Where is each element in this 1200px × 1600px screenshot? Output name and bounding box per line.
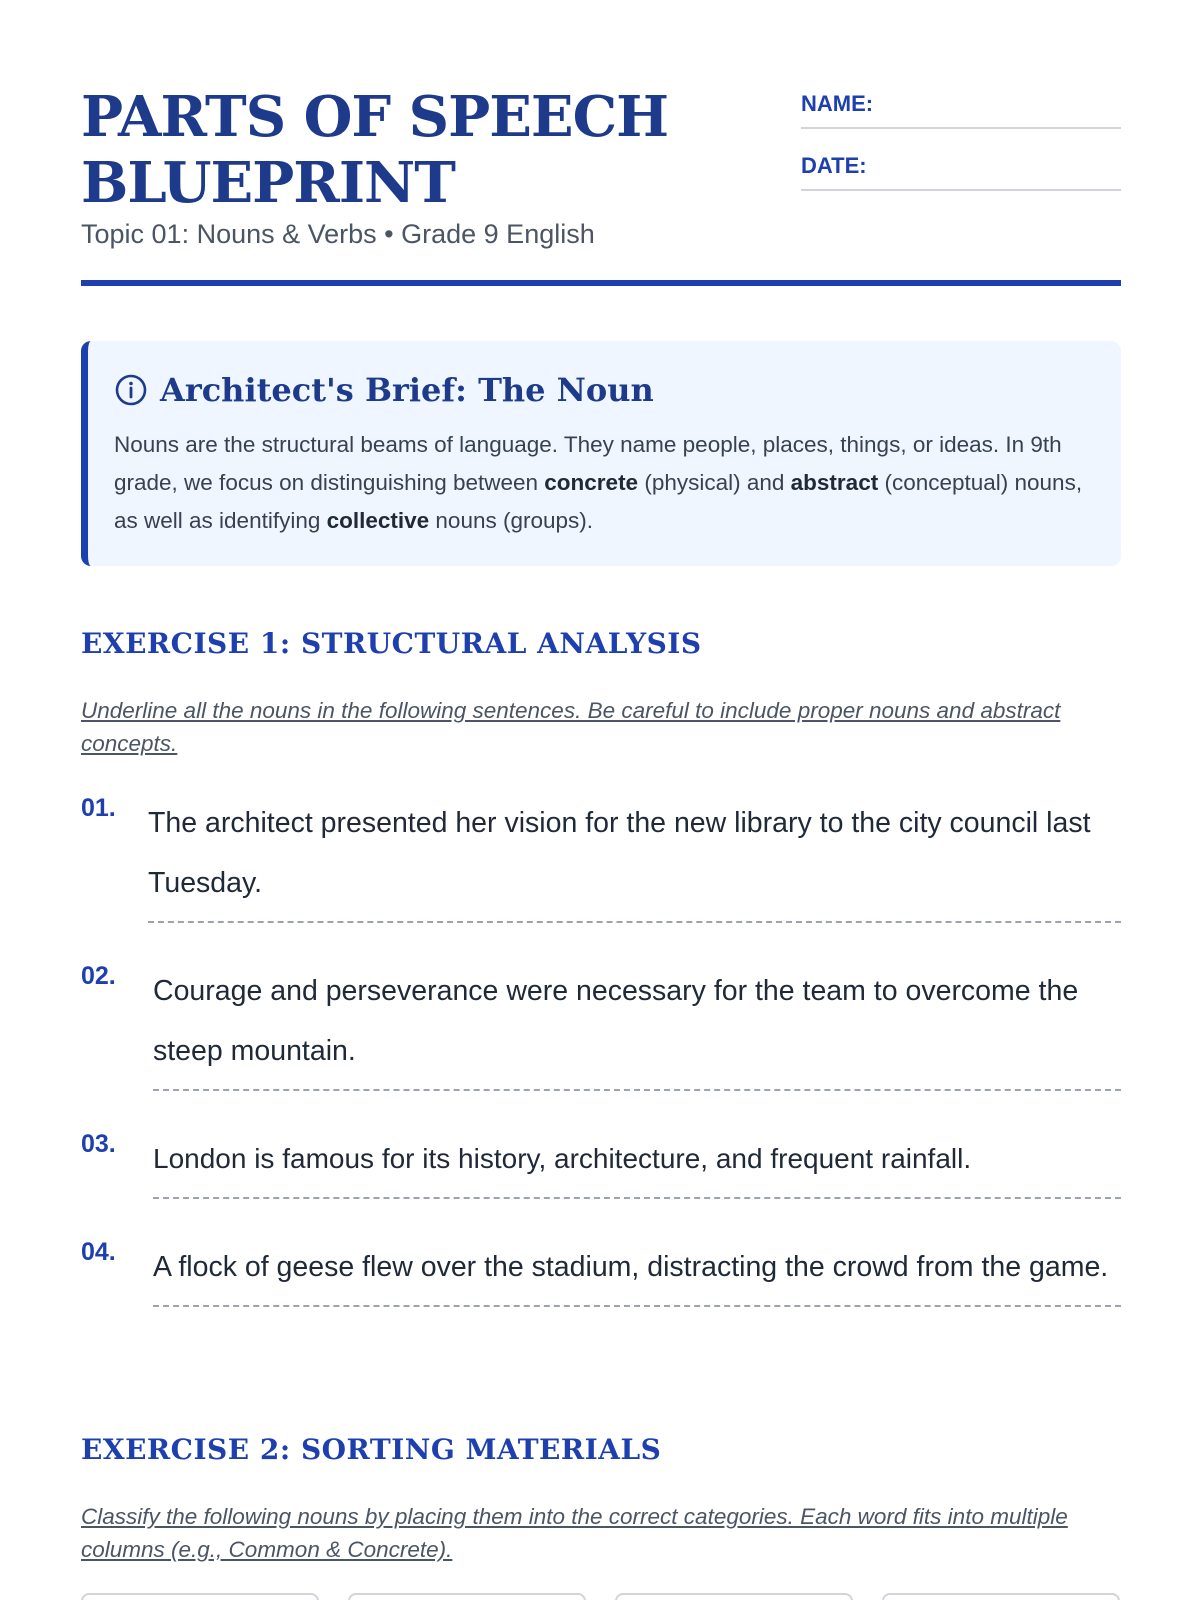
brief-text-part-4: nouns (groups).	[429, 508, 594, 533]
header-divider	[81, 280, 1121, 286]
brief-text-part-3: (conceptual) nouns, as well as identifying	[114, 470, 1083, 533]
brief-bold-concrete: concrete	[544, 470, 639, 495]
page-subtitle: Topic 01: Nouns & Verbs • Grade 9 English	[81, 219, 595, 249]
brief-title: Architect's Brief: The Noun	[160, 371, 654, 409]
worksheet-page	[81, 0, 1121, 1600]
brief-text-part-2: (physical) and	[638, 470, 791, 495]
question-number: 04.	[81, 1238, 116, 1266]
question-sentence[interactable]: Courage and perseverance were necessary for the team to overcome the steep mountain.	[153, 961, 1121, 1091]
sorting-column[interactable]	[81, 1593, 319, 1600]
student-info	[801, 87, 1121, 211]
page-title	[81, 84, 721, 216]
info-icon	[114, 373, 148, 407]
sorting-column[interactable]	[615, 1593, 853, 1600]
brief-text-part-1: Nouns are the structural beams of language. They name people, places, things, or ideas. In 9th grade, we focus on distinguishing between	[114, 432, 1062, 495]
question-number: 03.	[81, 1130, 116, 1158]
worksheet-header	[81, 84, 1121, 284]
brief-header	[114, 371, 654, 409]
brief-text	[114, 426, 1099, 540]
question-sentence[interactable]: A flock of geese flew over the stadium, distracting the crowd from the game.	[153, 1237, 1121, 1307]
brief-bold-abstract: abstract	[790, 470, 879, 495]
brief-bold-collective: collective	[326, 508, 430, 533]
exercise-1-heading: EXERCISE 1: STRUCTURAL ANALYSIS	[81, 627, 702, 660]
date-field[interactable]	[801, 149, 1121, 191]
title-line-1: PARTS OF SPEECH	[81, 84, 669, 150]
question-sentence[interactable]: The architect presented her vision for the new library to the city council last Tuesday.	[148, 793, 1121, 923]
date-label: DATE:	[801, 153, 867, 178]
name-label: NAME:	[801, 91, 874, 116]
architects-brief-box	[81, 341, 1121, 566]
sorting-column[interactable]	[882, 1593, 1120, 1600]
question-number: 02.	[81, 962, 116, 990]
sorting-column[interactable]	[348, 1593, 586, 1600]
exercise-2-instructions: Classify the following nouns by placing them into the correct categories. Each word fits into multiple columns (e.g., Common & Concrete).	[81, 1504, 1068, 1562]
exercise-2-heading: EXERCISE 2: SORTING MATERIALS	[81, 1433, 662, 1466]
sorting-columns	[81, 1593, 1121, 1600]
question-number: 01.	[81, 794, 116, 822]
exercise-1-instructions: Underline all the nouns in the following sentences. Be careful to include proper nouns and abstract concepts.	[81, 698, 1061, 756]
name-field[interactable]	[801, 87, 1121, 129]
title-line-2: BLUEPRINT	[81, 150, 455, 216]
question-sentence[interactable]: London is famous for its history, architecture, and frequent rainfall.	[153, 1129, 1121, 1199]
